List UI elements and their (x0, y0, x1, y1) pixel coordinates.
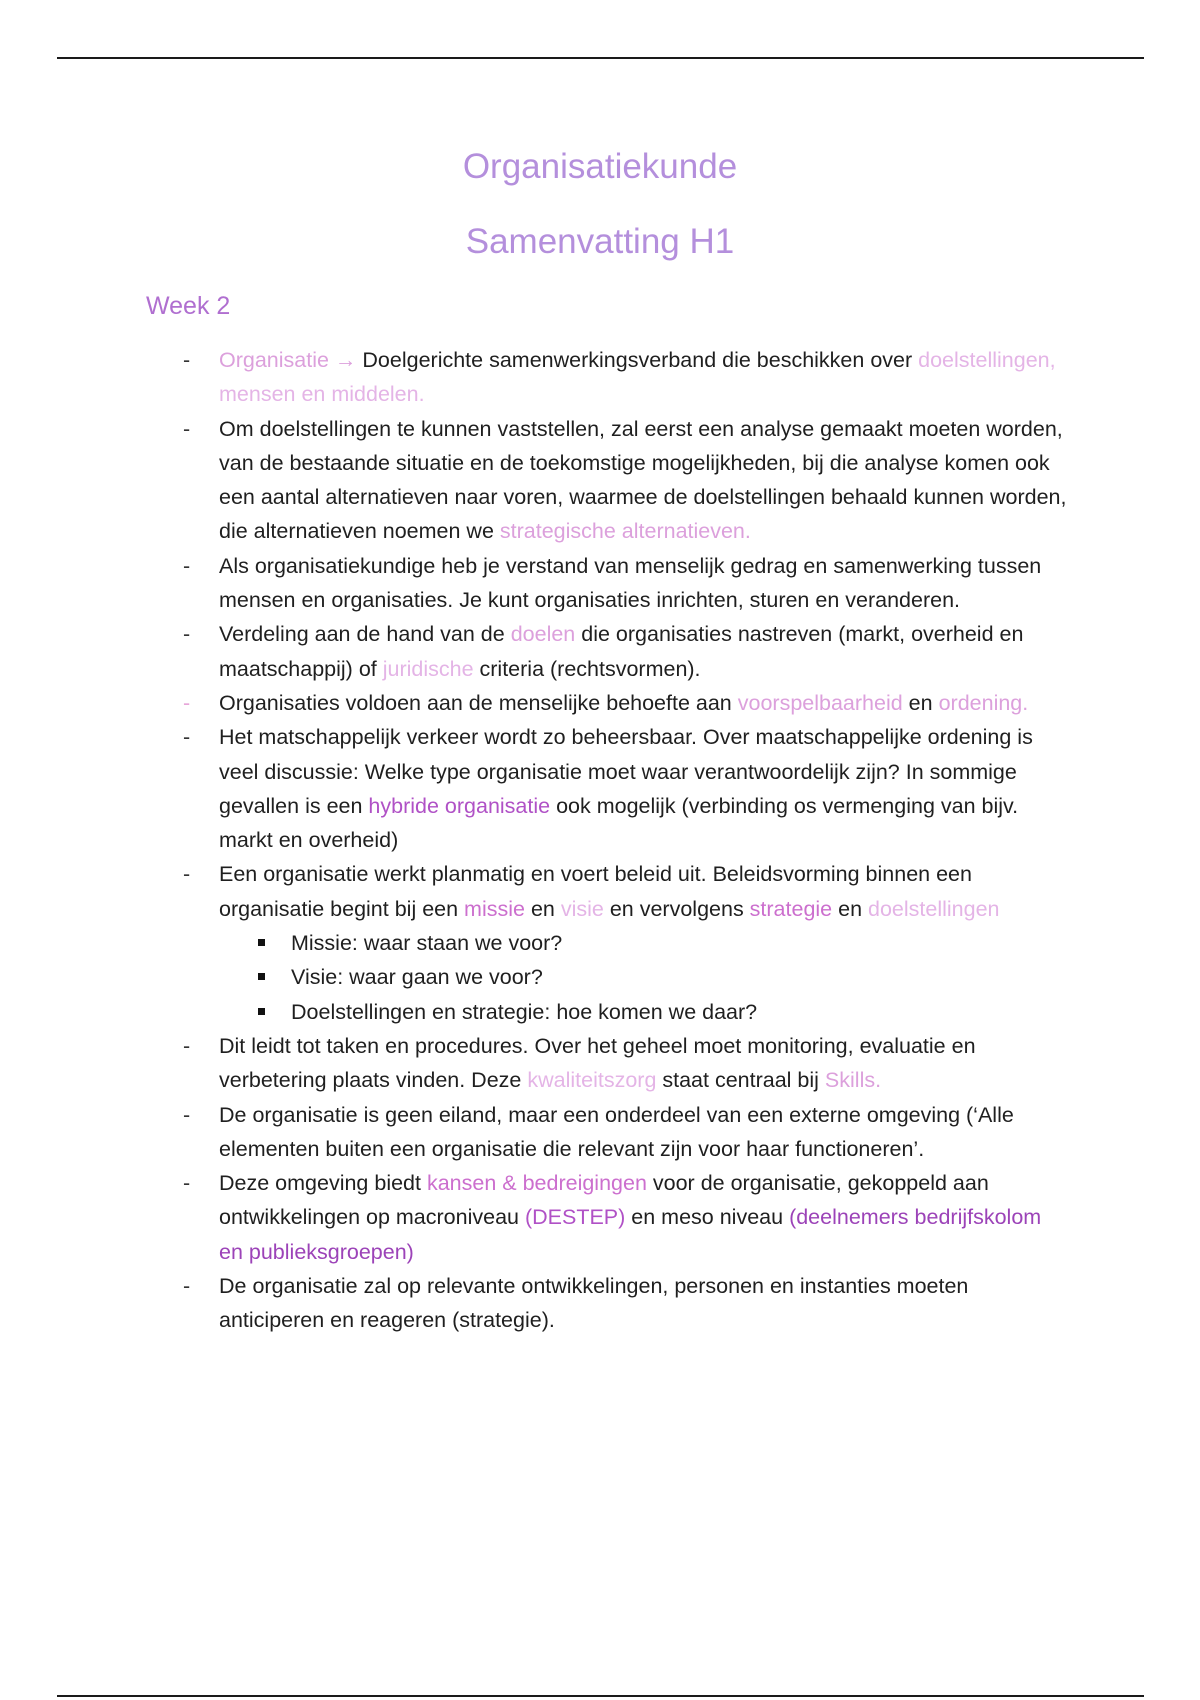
highlighted-term: missie (464, 896, 525, 921)
list-item (183, 857, 1069, 926)
dash-bullet-icon: - (183, 553, 191, 578)
highlighted-term: strategie (749, 896, 833, 921)
list-item (183, 720, 1069, 857)
item-text: Doelgerichte samenwerkingsverband die beschikken over (362, 348, 919, 372)
dash-bullet-icon: - (183, 1033, 191, 1058)
highlighted-term: strategische alternatieven. (499, 519, 751, 544)
list-item (183, 1098, 1069, 1167)
dash-bullet-icon: - (183, 862, 191, 887)
highlighted-term: kwaliteitszorg (527, 1068, 657, 1093)
sub-list-item (291, 995, 1051, 1029)
dash-bullet-icon: - (183, 1102, 191, 1127)
notes-list (0, 343, 1200, 1338)
highlighted-term: hybride organisatie (368, 793, 551, 818)
dash-bullet-icon: - (183, 690, 191, 715)
list-item (183, 343, 1069, 412)
item-text: Een organisatie werkt planmatig en voert beleid uit. Beleidsvorming binnen een organisatie begint bij een (219, 862, 972, 921)
highlighted-term: (DESTEP) (524, 1205, 626, 1230)
item-text: De organisatie is geen eiland, maar een onderdeel van een externe omgeving (‘Alle elementen buiten een organisatie die relevant zijn voor haar functioneren’. (219, 1102, 1014, 1161)
item-text: Doelstellingen en strategie: hoe komen we daar? (291, 999, 758, 1024)
highlighted-term: doelstellingen, mensen en middelen. (219, 348, 1056, 407)
highlighted-term: ordening. (938, 690, 1029, 715)
item-text: Het matschappelijk verkeer wordt zo beheersbaar. Over maatschappelijke ordening is veel discussie: Welke type organisatie moet waar verantwoordelijk zijn? In sommige gevallen is een (219, 725, 1033, 818)
highlighted-term: (deelnemers bedrijfskolom en publieksgroepen) (219, 1205, 1042, 1264)
item-text: Als organisatiekundige heb je verstand van menselijk gedrag en samenwerking tussen mensen en organisaties. Je kunt organisaties inrichten, sturen en veranderen. (219, 553, 1042, 613)
dash-bullet-icon: - (183, 725, 191, 750)
dash-bullet-icon: - (183, 348, 191, 372)
item-text: en (902, 690, 939, 715)
list-item (183, 1029, 1069, 1098)
highlighted-term: Organisatie → (219, 348, 363, 372)
list-item (183, 412, 1069, 549)
list-item (183, 617, 1069, 686)
item-text: voor de organisatie, gekoppeld aan ontwikkelingen op macroniveau (219, 1171, 989, 1230)
sub-list-item (291, 926, 1051, 960)
item-text: Organisaties voldoen aan de menselijke behoefte aan (219, 690, 738, 715)
dash-bullet-icon: - (183, 622, 191, 647)
item-text: Dit leidt tot taken en procedures. Over het geheel moet monitoring, evaluatie en verbetering plaats vinden. Deze (219, 1033, 976, 1093)
item-text: Visie: waar gaan we voor? (291, 965, 543, 990)
highlighted-term: juridische (382, 656, 474, 681)
section-heading: Week 2 (146, 292, 231, 320)
document-title: Organisatiekunde (462, 147, 738, 186)
highlighted-term: voorspelbaarheid (737, 690, 903, 715)
list-item (183, 1166, 1069, 1269)
dash-bullet-icon: - (183, 1171, 191, 1196)
dash-bullet-icon: - (183, 416, 191, 441)
highlighted-term: doelstellingen (868, 896, 1000, 921)
square-bullet-icon (258, 973, 265, 980)
item-text: staat centraal bij (656, 1068, 825, 1093)
item-text: en (524, 896, 561, 921)
list-item (183, 686, 1069, 720)
item-text: die organisaties nastreven (markt, overheid en maatschappij) of (219, 622, 1024, 681)
item-text: en (832, 896, 869, 921)
square-bullet-icon (258, 939, 265, 946)
list-item (183, 1269, 1069, 1338)
top-rule (57, 57, 1144, 59)
highlighted-term: kansen & bedreigingen (426, 1171, 647, 1196)
document-subtitle: Samenvatting H1 (465, 222, 735, 261)
item-text: ook mogelijk (verbinding os vermenging van bijv. markt en overheid) (219, 793, 1019, 853)
item-text: en meso niveau (625, 1205, 790, 1230)
item-text: Deze omgeving biedt (219, 1171, 427, 1196)
item-text: en vervolgens (603, 896, 750, 921)
square-bullet-icon (258, 1008, 265, 1015)
item-text: Missie: waar staan we voor? (291, 931, 563, 956)
highlighted-term: doelen (510, 622, 576, 647)
item-text: De organisatie zal op relevante ontwikkelingen, personen en instanties moeten anticiperen en reageren (strategie). (219, 1274, 969, 1333)
list-item (183, 549, 1069, 618)
highlighted-term: Skills. (824, 1068, 882, 1093)
sub-list-item (291, 960, 1051, 994)
highlighted-term: visie (560, 896, 604, 921)
item-text: Om doelstellingen te kunnen vaststellen, zal eerst een analyse gemaakt moeten worden, van de bestaande situatie en de toekomstige mogelijkheden, bij die analyse komen ook een aantal alternatieven naar voren, waarmee de doelstellingen behaald kunnen worden, die alternatieven noemen we (219, 416, 1067, 544)
item-text: Verdeling aan de hand van de (219, 622, 511, 647)
item-text: criteria (rechtsvormen). (473, 656, 701, 681)
dash-bullet-icon: - (183, 1274, 191, 1299)
bottom-rule (57, 1695, 1144, 1697)
